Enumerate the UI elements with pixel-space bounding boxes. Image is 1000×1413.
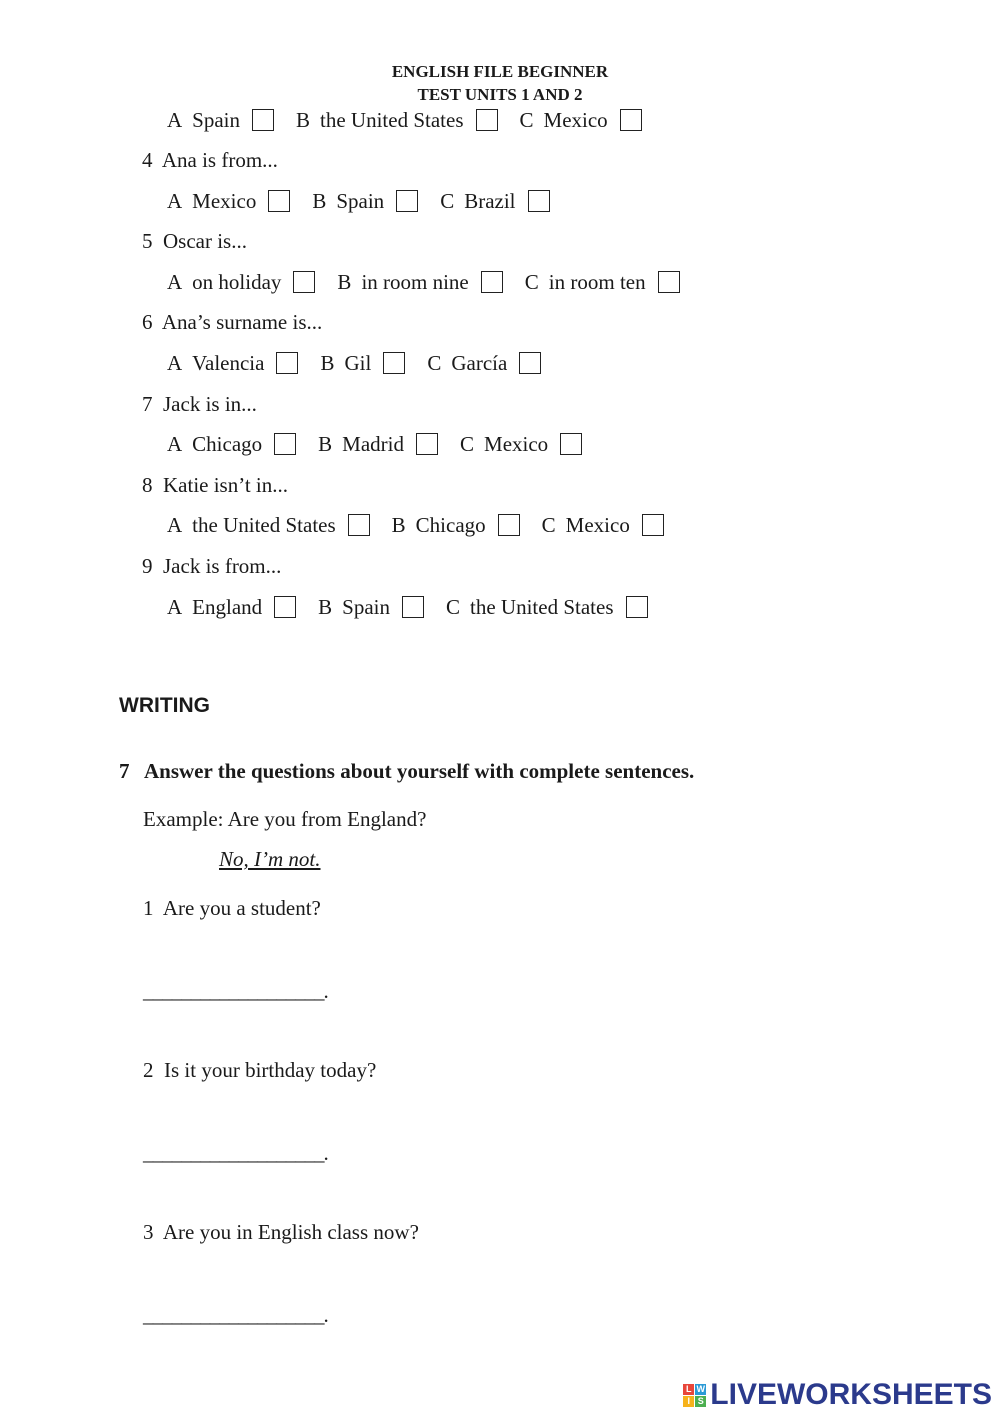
example-answer: No, I’m not. xyxy=(219,847,321,871)
option-a xyxy=(167,108,274,132)
question-text: Are you in English class now? xyxy=(162,1220,419,1244)
checkbox[interactable] xyxy=(481,271,503,293)
checkbox[interactable] xyxy=(293,271,315,293)
option-c xyxy=(520,108,642,132)
question-7-options xyxy=(167,432,582,456)
option-letter: B xyxy=(318,432,333,456)
question-3-options xyxy=(167,108,642,132)
option-text: England xyxy=(192,595,263,619)
writing-question-2 xyxy=(143,1058,376,1082)
option-a xyxy=(167,595,296,619)
option-text: Spain xyxy=(342,595,391,619)
option-b xyxy=(337,270,502,294)
logo-grid-cell: W xyxy=(696,1383,706,1394)
option-letter: B xyxy=(296,108,311,132)
option-b xyxy=(318,595,424,619)
option-text: Chicago xyxy=(415,513,486,537)
question-number: 1 xyxy=(143,896,154,920)
option-letter: C xyxy=(541,513,556,537)
option-text: in room ten xyxy=(548,270,646,294)
checkbox[interactable] xyxy=(560,433,582,455)
checkbox[interactable] xyxy=(476,109,498,131)
option-letter: A xyxy=(167,108,183,132)
question-5-options xyxy=(167,270,680,294)
question-text: Ana’s surname is... xyxy=(161,310,323,334)
question-9 xyxy=(142,554,281,578)
question-text: Ana is from... xyxy=(161,148,278,172)
checkbox[interactable] xyxy=(402,596,424,618)
question-text: Is it your birthday today? xyxy=(164,1058,377,1082)
checkbox[interactable] xyxy=(626,596,648,618)
option-text: the United States xyxy=(192,513,336,537)
question-number: 6 xyxy=(142,310,153,334)
option-a xyxy=(167,189,290,213)
option-letter: B xyxy=(312,189,327,213)
option-letter: A xyxy=(167,189,183,213)
option-letter: B xyxy=(337,270,352,294)
option-letter: A xyxy=(167,513,183,537)
option-text: Gil xyxy=(344,351,372,375)
logo-grid-cell: I xyxy=(683,1396,694,1407)
checkbox[interactable] xyxy=(383,352,405,374)
checkbox[interactable] xyxy=(276,352,298,374)
checkbox[interactable] xyxy=(396,190,418,212)
writing-question-3 xyxy=(143,1220,419,1244)
page-title: ENGLISH FILE BEGINNER xyxy=(391,62,609,81)
option-letter: A xyxy=(167,351,183,375)
task-instruction xyxy=(119,759,694,784)
section-title-writing: WRITING xyxy=(119,694,210,717)
option-text: Valencia xyxy=(192,351,265,375)
option-letter: B xyxy=(320,351,335,375)
checkbox[interactable] xyxy=(498,514,520,536)
option-text: Mexico xyxy=(543,108,608,132)
option-b xyxy=(312,189,418,213)
checkbox[interactable] xyxy=(642,514,664,536)
liveworksheets-logo xyxy=(683,1378,992,1412)
option-text: Mexico xyxy=(484,432,549,456)
option-letter: A xyxy=(167,432,183,456)
option-text: Spain xyxy=(192,108,241,132)
question-4-options xyxy=(167,189,550,213)
option-text: on holiday xyxy=(192,270,282,294)
logo-grid-cell: S xyxy=(695,1396,706,1407)
option-text: in room nine xyxy=(361,270,469,294)
question-text: Jack is from... xyxy=(163,554,282,578)
option-text: Chicago xyxy=(192,432,263,456)
answer-field-3[interactable]: ___________________. xyxy=(143,1303,328,1327)
option-a xyxy=(167,351,298,375)
answer-field-1[interactable]: ___________________. xyxy=(143,979,328,1003)
question-7 xyxy=(142,392,257,416)
checkbox[interactable] xyxy=(274,433,296,455)
option-letter: C xyxy=(427,351,442,375)
option-text: Spain xyxy=(336,189,385,213)
option-letter: C xyxy=(524,270,539,294)
option-letter: C xyxy=(519,108,534,132)
option-a xyxy=(167,513,370,537)
option-a xyxy=(167,270,315,294)
option-letter: B xyxy=(391,513,406,537)
page-subtitle: TEST UNITS 1 AND 2 xyxy=(417,85,583,104)
question-number: 3 xyxy=(143,1220,154,1244)
option-a xyxy=(167,432,296,456)
option-c xyxy=(525,270,680,294)
question-number: 2 xyxy=(143,1058,154,1082)
option-c xyxy=(460,432,582,456)
question-4 xyxy=(142,148,278,172)
option-b xyxy=(392,513,520,537)
option-c xyxy=(446,595,648,619)
writing-question-1 xyxy=(143,896,321,920)
question-8-options xyxy=(167,513,664,537)
option-text: the United States xyxy=(320,108,464,132)
option-letter: C xyxy=(440,189,455,213)
task-number: 7 xyxy=(119,759,130,783)
question-6-options xyxy=(167,351,541,375)
option-text: Madrid xyxy=(342,432,404,456)
question-number: 7 xyxy=(142,392,153,416)
checkbox[interactable] xyxy=(274,596,296,618)
option-c xyxy=(542,513,664,537)
option-text: Mexico xyxy=(192,189,257,213)
option-c xyxy=(427,351,541,375)
question-text: Oscar is... xyxy=(163,229,247,253)
example-question: Example: Are you from England? xyxy=(143,807,427,831)
question-text: Jack is in... xyxy=(163,392,257,416)
option-letter: C xyxy=(446,595,461,619)
checkbox[interactable] xyxy=(620,109,642,131)
logo-mark-icon xyxy=(683,1384,706,1407)
option-text: García xyxy=(451,351,508,375)
logo-grid-cell: L xyxy=(683,1384,694,1395)
task-text: Answer the questions about yourself with complete sentences. xyxy=(144,759,695,783)
checkbox[interactable] xyxy=(252,109,274,131)
question-number: 9 xyxy=(142,554,153,578)
question-9-options xyxy=(167,595,648,619)
option-letter: A xyxy=(167,595,183,619)
option-b xyxy=(296,108,498,132)
logo-text: LIVEWORKSHEETS xyxy=(710,1378,992,1411)
option-text: Brazil xyxy=(464,189,516,213)
question-number: 4 xyxy=(142,148,153,172)
question-number: 5 xyxy=(142,229,153,253)
option-letter: B xyxy=(318,595,333,619)
checkbox[interactable] xyxy=(416,433,438,455)
question-text: Are you a student? xyxy=(162,896,321,920)
question-number: 8 xyxy=(142,473,153,497)
question-8 xyxy=(142,473,288,497)
checkbox[interactable] xyxy=(528,190,550,212)
question-6 xyxy=(142,310,322,334)
checkbox[interactable] xyxy=(658,271,680,293)
checkbox[interactable] xyxy=(268,190,290,212)
option-letter: C xyxy=(460,432,475,456)
option-text: Mexico xyxy=(565,513,630,537)
question-5 xyxy=(142,229,247,253)
option-b xyxy=(320,351,405,375)
question-text: Katie isn’t in... xyxy=(163,473,289,497)
answer-field-2[interactable]: ___________________. xyxy=(143,1141,328,1165)
checkbox[interactable] xyxy=(519,352,541,374)
option-c xyxy=(440,189,549,213)
option-b xyxy=(318,432,438,456)
checkbox[interactable] xyxy=(348,514,370,536)
option-text: the United States xyxy=(470,595,614,619)
option-letter: A xyxy=(167,270,183,294)
